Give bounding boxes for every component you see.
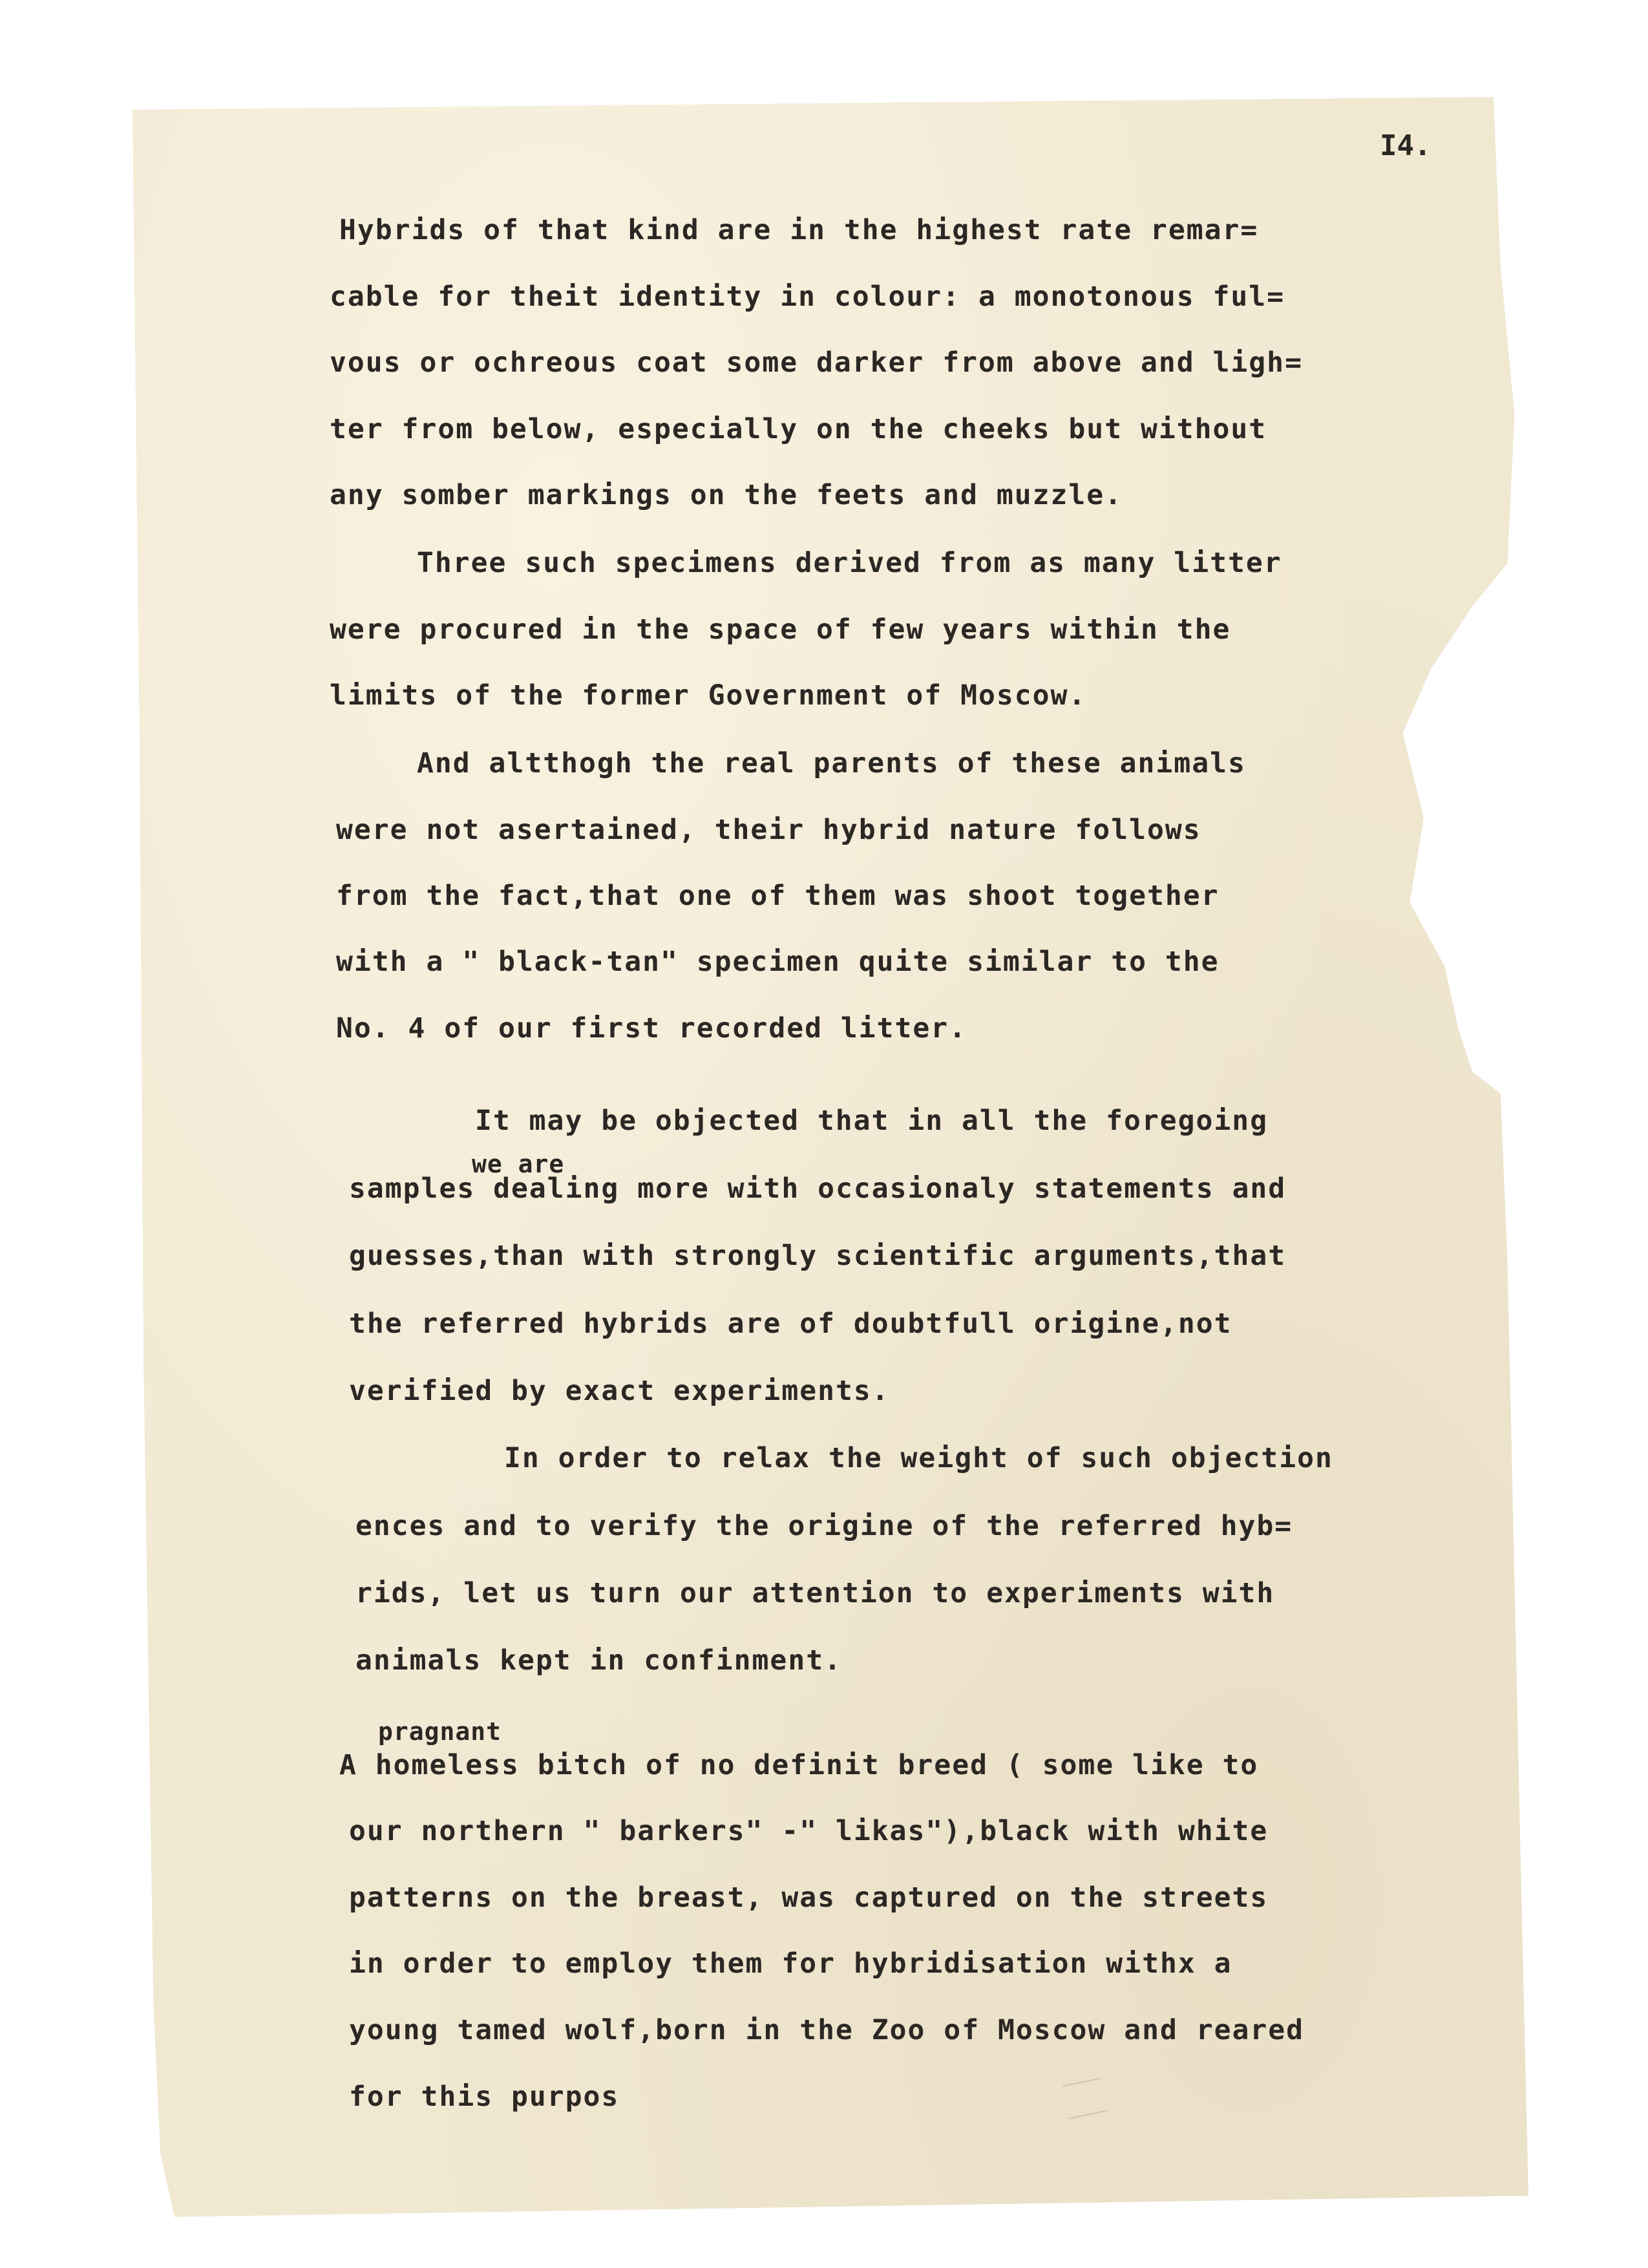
text-line: Hybrids of that kind are in the highest rate remar= xyxy=(339,214,1259,246)
text-line: vous or ochreous coat some darker from above and ligh= xyxy=(330,346,1303,379)
text-line: Three such specimens derived from as many litter xyxy=(417,547,1282,579)
page-number: I4. xyxy=(1380,129,1431,162)
text-line: in order to employ them for hybridisation withx a xyxy=(349,1947,1232,1980)
text-line: verified by exact experiments. xyxy=(349,1375,890,1407)
text-line: the referred hybrids are of doubtfull origine,not xyxy=(349,1308,1232,1340)
interlinear-insertion: we are xyxy=(472,1150,565,1178)
interlinear-insertion: pragnant xyxy=(378,1717,502,1746)
text-line: any somber markings on the feets and muzzle. xyxy=(330,479,1123,511)
text-line: for this purpos xyxy=(349,2081,620,2113)
text-line: with a " black-tan" specimen quite similar to the xyxy=(336,946,1220,978)
text-line: No. 4 of our first recorded litter. xyxy=(336,1012,967,1044)
text-line: It may be objected that in all the foregoing xyxy=(475,1105,1269,1137)
text-line: And altthogh the real parents of these animals xyxy=(417,747,1246,779)
text-line: patterns on the breast, was captured on the streets xyxy=(349,1881,1269,1914)
text-line: from the fact,that one of them was shoot together xyxy=(336,880,1220,912)
text-line: In order to relax the weight of such objection xyxy=(504,1442,1333,1474)
text-line: were not asertained, their hybrid nature follows xyxy=(336,814,1201,846)
text-line: young tamed wolf,born in the Zoo of Moscow and reared xyxy=(349,2014,1305,2046)
pencil-mark xyxy=(1069,2110,1115,2157)
text-line: ter from below, especially on the cheeks but without xyxy=(330,413,1267,445)
text-line: guesses,than with strongly scientific arguments,that xyxy=(349,1240,1287,1272)
text-line: limits of the former Government of Moscow. xyxy=(330,679,1087,712)
text-line: samples dealing more with occasionaly statements and xyxy=(349,1172,1287,1205)
text-line: were procured in the space of few years within the xyxy=(330,613,1231,646)
text-line: animals kept in confinment. xyxy=(355,1644,842,1677)
text-line: cable for theit identity in colour: a monotonous ful= xyxy=(330,281,1285,313)
text-line: A homeless bitch of no definit breed ( some like to xyxy=(339,1749,1259,1781)
text-line: rids, let us turn our attention to experiments with xyxy=(355,1577,1275,1609)
text-line: our northern " barkers" -" likas"),black with white xyxy=(349,1815,1269,1847)
text-line: ences and to verify the origine of the referred hyb= xyxy=(355,1510,1293,1542)
